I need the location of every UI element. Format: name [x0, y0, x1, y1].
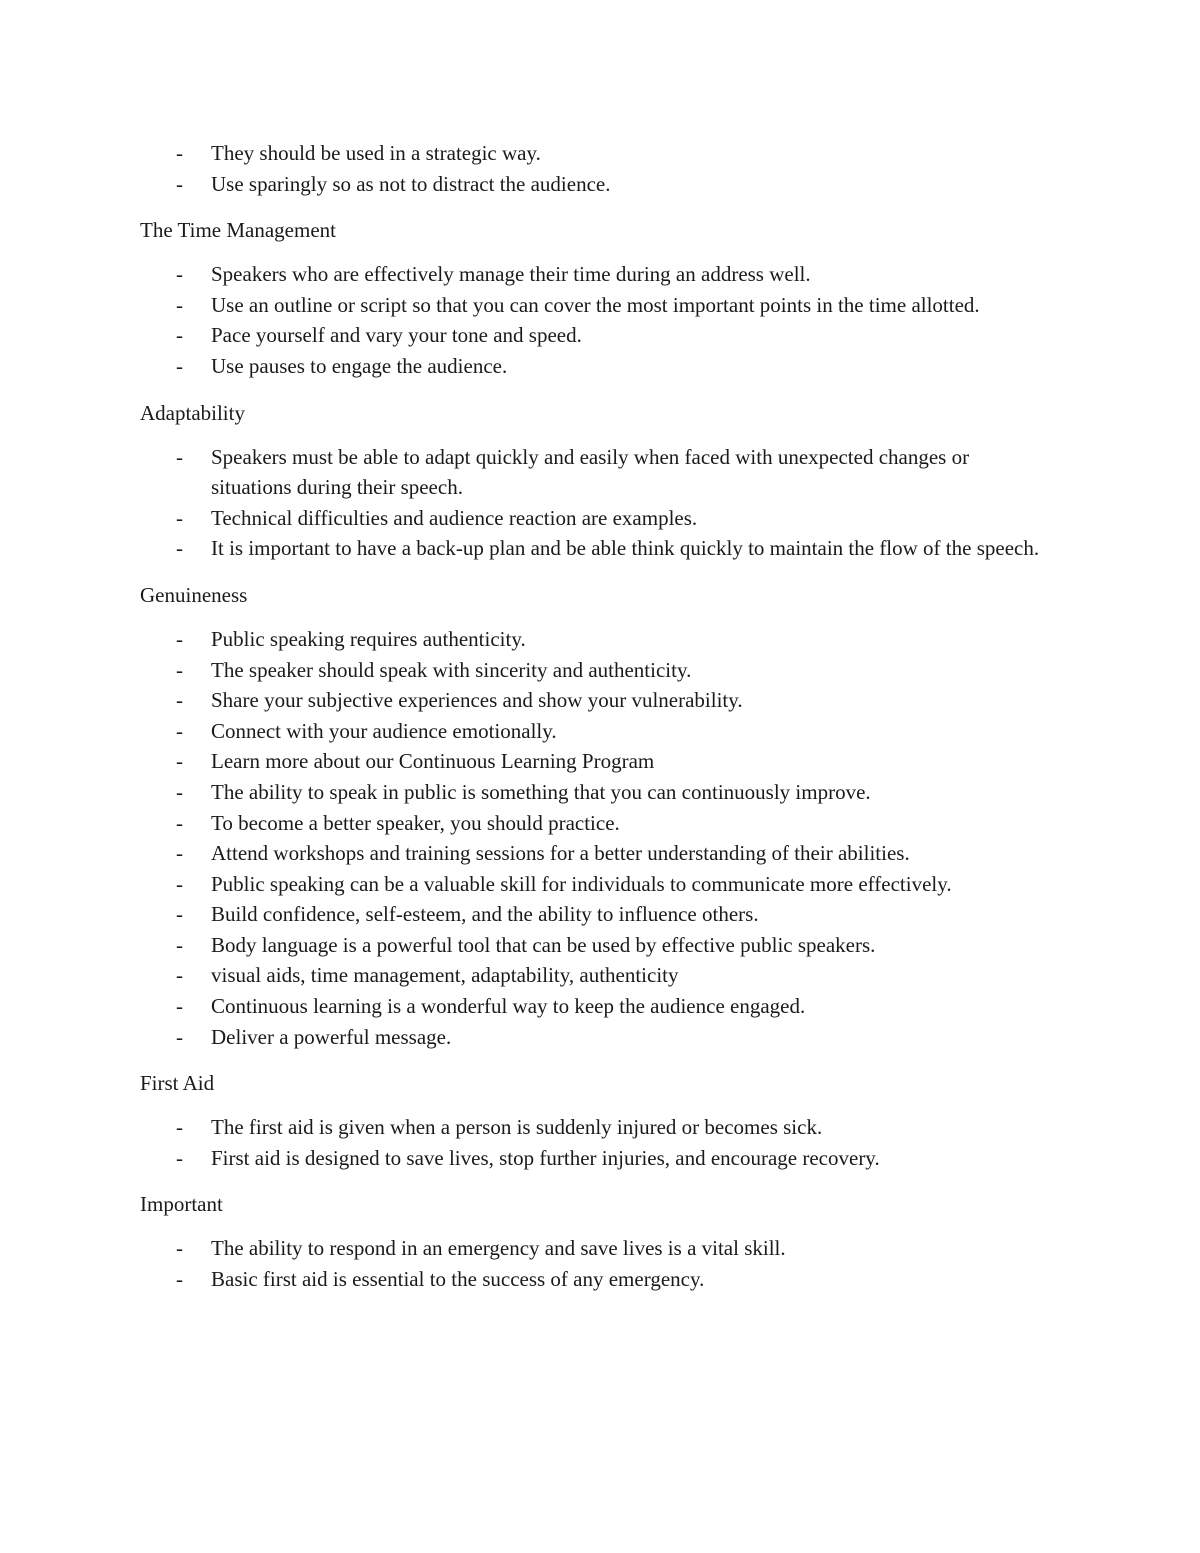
intro-list [140, 138, 1050, 199]
dash-bullet: - [176, 963, 183, 988]
list-item: - The first aid is given when a person is suddenly injured or becomes sick. [140, 1112, 1050, 1143]
list-item: - Continuous learning is a wonderful way to keep the audience engaged. [140, 991, 1050, 1022]
dash-bullet: - [176, 932, 183, 957]
dash-bullet: - [176, 141, 183, 165]
dash-bullet: - [176, 262, 183, 287]
dash-bullet: - [176, 657, 183, 682]
list-item: - The speaker should speak with sincerity and authenticity. [140, 655, 1050, 686]
section-heading: Adaptability [140, 400, 245, 425]
list-item: - Body language is a powerful tool that can be used by effective public speakers. [140, 930, 1050, 961]
list-item: - It is important to have a back-up plan and be able think quickly to maintain the flow of the speech. [140, 533, 1050, 564]
list-item: - Speakers who are effectively manage their time during an address well. [140, 259, 1050, 290]
section-heading: Genuineness [140, 582, 248, 607]
dash-bullet: - [176, 353, 183, 378]
dash-bullet: - [176, 779, 183, 804]
dash-bullet: - [176, 1115, 183, 1140]
section-list [140, 624, 1050, 1052]
sections-container [140, 215, 1050, 1294]
list-item: - Use an outline or script so that you can cover the most important points in the time allotted. [140, 290, 1050, 321]
section-list [140, 1233, 1050, 1294]
list-item: - Build confidence, self-esteem, and the ability to influence others. [140, 899, 1050, 930]
section-list [140, 442, 1050, 564]
list-item: - visual aids, time management, adaptability, authenticity [140, 960, 1050, 991]
section-list [140, 259, 1050, 381]
list-item: - Basic first aid is essential to the success of any emergency. [140, 1264, 1050, 1295]
dash-bullet: - [176, 810, 183, 835]
dash-bullet: - [176, 323, 183, 348]
dash-bullet: - [176, 749, 183, 774]
list-item: - Technical difficulties and audience reaction are examples. [140, 503, 1050, 534]
dash-bullet: - [176, 688, 183, 713]
dash-bullet: - [176, 1145, 183, 1170]
dash-bullet: - [176, 626, 183, 651]
list-item: - Use sparingly so as not to distract the audience. [140, 169, 1050, 200]
dash-bullet: - [176, 841, 183, 866]
dash-bullet: - [176, 292, 183, 317]
list-item: - To become a better speaker, you should practice. [140, 808, 1050, 839]
dash-bullet: - [176, 994, 183, 1019]
list-item: - The ability to speak in public is something that you can continuously improve. [140, 777, 1050, 808]
dash-bullet: - [176, 871, 183, 896]
list-item: - Attend workshops and training sessions for a better understanding of their abilities. [140, 838, 1050, 869]
section-heading: First Aid [140, 1071, 215, 1096]
dash-bullet: - [176, 1024, 183, 1049]
list-item: - Learn more about our Continuous Learning Program [140, 746, 1050, 777]
list-item: - Pace yourself and vary your tone and speed. [140, 320, 1050, 351]
list-item: - First aid is designed to save lives, stop further injuries, and encourage recovery. [140, 1143, 1050, 1174]
list-item: - They should be used in a strategic way. [140, 138, 1050, 169]
list-item: - Deliver a powerful message. [140, 1022, 1050, 1053]
document-page [140, 138, 1050, 1311]
list-item: - Share your subjective experiences and show your vulnerability. [140, 685, 1050, 716]
list-item: - Public speaking requires authenticity. [140, 624, 1050, 655]
dash-bullet: - [176, 1267, 183, 1292]
section-heading: Important [140, 1192, 223, 1217]
dash-bullet: - [176, 1236, 183, 1261]
dash-bullet: - [176, 718, 183, 743]
section-list [140, 1112, 1050, 1173]
section-heading: The Time Management [140, 218, 336, 243]
dash-bullet: - [176, 505, 183, 530]
list-item: - Use pauses to engage the audience. [140, 351, 1050, 382]
list-item: - Speakers must be able to adapt quickly and easily when faced with unexpected changes or situations during their speech. [140, 442, 1050, 503]
list-item: - Connect with your audience emotionally. [140, 716, 1050, 747]
dash-bullet: - [176, 444, 183, 469]
list-item: - The ability to respond in an emergency and save lives is a vital skill. [140, 1233, 1050, 1264]
dash-bullet: - [176, 171, 183, 196]
list-item: - Public speaking can be a valuable skill for individuals to communicate more effectively. [140, 869, 1050, 900]
dash-bullet: - [176, 536, 183, 561]
dash-bullet: - [176, 902, 183, 927]
